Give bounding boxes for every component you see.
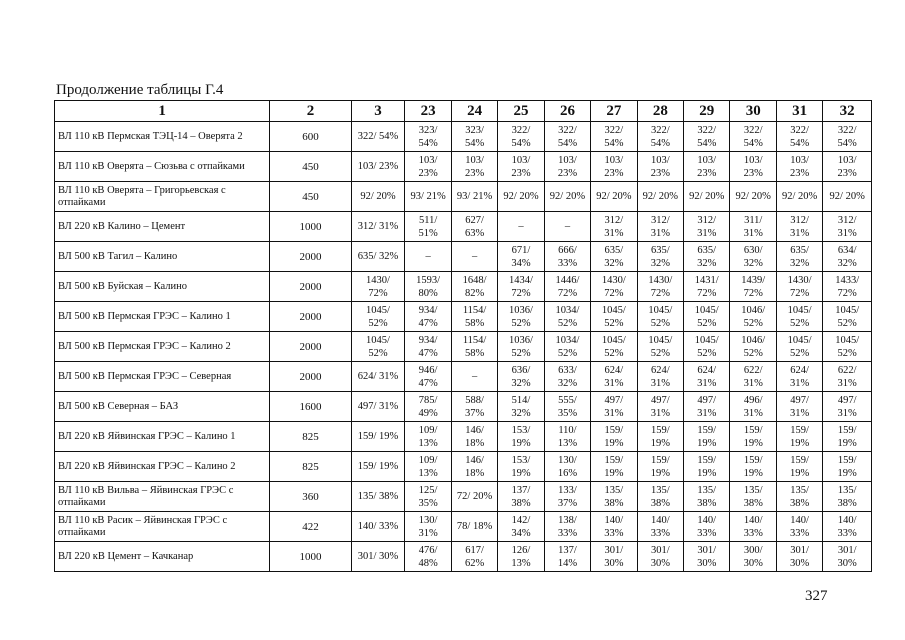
load-value-cell: 138/ 33% (544, 512, 590, 542)
capacity-cell: 2000 (270, 272, 351, 302)
load-value-cell: 300/ 30% (730, 542, 776, 572)
load-value-cell: 103/ 23% (730, 152, 776, 182)
table-row (55, 212, 872, 242)
load-value-cell: 140/ 33% (637, 512, 683, 542)
load-value-cell: – (451, 242, 497, 272)
line-name-cell: ВЛ 500 кВ Буйская – Калино (55, 272, 270, 302)
load-value-cell: 109/ 13% (405, 452, 451, 482)
line-name-cell: ВЛ 220 кВ Калино – Цемент (55, 212, 270, 242)
line-name-cell: ВЛ 500 кВ Пермская ГРЭС – Северная (55, 362, 270, 392)
load-value-cell: 133/ 37% (544, 482, 590, 512)
column-header: 24 (451, 101, 497, 122)
table-row (55, 422, 872, 452)
load-value-cell: 1045/ 52% (591, 332, 637, 362)
load-value-cell: 1593/ 80% (405, 272, 451, 302)
load-value-cell: 159/ 19% (730, 452, 776, 482)
load-value-cell: 93/ 21% (405, 182, 451, 212)
header-row (55, 101, 872, 122)
load-value-cell: 92/ 20% (730, 182, 776, 212)
load-value-cell: 135/ 38% (684, 482, 730, 512)
load-value-cell: 159/ 19% (591, 422, 637, 452)
line-name-cell: ВЛ 220 кВ Яйвинская ГРЭС – Калино 2 (55, 452, 270, 482)
load-value-cell: 497/ 31% (823, 392, 872, 422)
load-value-cell: 635/ 32% (591, 242, 637, 272)
load-value-cell: 140/ 33% (684, 512, 730, 542)
load-value-cell: 666/ 33% (544, 242, 590, 272)
load-value-cell: 497/ 31% (684, 392, 730, 422)
load-value-cell: 159/ 19% (684, 422, 730, 452)
load-value-cell: 312/ 31% (351, 212, 405, 242)
load-value-cell: 159/ 19% (637, 422, 683, 452)
load-value-cell: 785/ 49% (405, 392, 451, 422)
column-header: 1 (55, 101, 270, 122)
line-name-cell: ВЛ 220 кВ Цемент – Качканар (55, 542, 270, 572)
load-value-cell: 322/ 54% (637, 122, 683, 152)
load-value-cell: 1045/ 52% (637, 332, 683, 362)
load-value-cell: 1046/ 52% (730, 302, 776, 332)
column-header: 3 (351, 101, 405, 122)
column-header: 27 (591, 101, 637, 122)
load-value-cell: 1045/ 52% (351, 302, 405, 332)
capacity-cell: 1000 (270, 212, 351, 242)
load-value-cell: 159/ 19% (823, 422, 872, 452)
load-value-cell: 140/ 33% (730, 512, 776, 542)
capacity-cell: 600 (270, 122, 351, 152)
capacity-cell: 450 (270, 182, 351, 212)
load-value-cell: 92/ 20% (776, 182, 822, 212)
load-value-cell: 322/ 54% (351, 122, 405, 152)
load-value-cell: 312/ 31% (823, 212, 872, 242)
load-value-cell: 301/ 30% (637, 542, 683, 572)
load-value-cell: 1430/ 72% (637, 272, 683, 302)
load-value-cell: 1154/ 58% (451, 332, 497, 362)
load-value-cell: 1045/ 52% (684, 302, 730, 332)
load-value-cell: 934/ 47% (405, 332, 451, 362)
load-value-cell: 1430/ 72% (776, 272, 822, 302)
table-row (55, 332, 872, 362)
load-value-cell: 103/ 23% (637, 152, 683, 182)
load-value-cell: 135/ 38% (591, 482, 637, 512)
capacity-cell: 422 (270, 512, 351, 542)
column-header: 2 (270, 101, 351, 122)
load-value-cell: 142/ 34% (498, 512, 544, 542)
load-value-cell: 135/ 38% (637, 482, 683, 512)
load-value-cell: 322/ 54% (498, 122, 544, 152)
load-value-cell: 125/ 35% (405, 482, 451, 512)
load-value-cell: 103/ 23% (823, 152, 872, 182)
load-value-cell: 78/ 18% (451, 512, 497, 542)
column-header: 25 (498, 101, 544, 122)
line-name-cell: ВЛ 220 кВ Яйвинская ГРЭС – Калино 1 (55, 422, 270, 452)
load-value-cell: 159/ 19% (776, 422, 822, 452)
load-value-cell: 159/ 19% (730, 422, 776, 452)
capacity-cell: 2000 (270, 242, 351, 272)
capacity-cell: 2000 (270, 332, 351, 362)
load-value-cell: 137/ 14% (544, 542, 590, 572)
load-value-cell: 103/ 23% (684, 152, 730, 182)
load-value-cell: 1648/ 82% (451, 272, 497, 302)
load-value-cell: 135/ 38% (351, 482, 405, 512)
load-value-cell: 622/ 31% (730, 362, 776, 392)
load-value-cell: 636/ 32% (498, 362, 544, 392)
load-value-cell: 1446/ 72% (544, 272, 590, 302)
load-value-cell: 140/ 33% (776, 512, 822, 542)
load-value-cell: 1045/ 52% (684, 332, 730, 362)
load-value-cell: 497/ 31% (776, 392, 822, 422)
load-value-cell: 92/ 20% (591, 182, 637, 212)
load-value-cell: 588/ 37% (451, 392, 497, 422)
load-value-cell: 103/ 23% (591, 152, 637, 182)
load-value-cell: 153/ 19% (498, 452, 544, 482)
load-value-cell: 497/ 31% (591, 392, 637, 422)
load-value-cell: 301/ 30% (351, 542, 405, 572)
table-row (55, 182, 872, 212)
column-header: 30 (730, 101, 776, 122)
load-value-cell: 103/ 23% (351, 152, 405, 182)
capacity-cell: 825 (270, 452, 351, 482)
line-name-cell: ВЛ 110 кВ Вильва – Яйвинская ГРЭС с отпайками (55, 482, 270, 512)
load-value-cell: 622/ 31% (823, 362, 872, 392)
load-value-cell: 635/ 32% (776, 242, 822, 272)
table-caption: Продолжение таблицы Г.4 (56, 82, 224, 98)
load-value-cell: – (405, 242, 451, 272)
load-value-cell: 135/ 38% (730, 482, 776, 512)
load-value-cell: 322/ 54% (684, 122, 730, 152)
line-name-cell: ВЛ 500 кВ Пермская ГРЭС – Калино 2 (55, 332, 270, 362)
load-value-cell: 159/ 19% (684, 452, 730, 482)
load-value-cell: 126/ 13% (498, 542, 544, 572)
load-value-cell: 635/ 32% (684, 242, 730, 272)
load-value-cell: 634/ 32% (823, 242, 872, 272)
table-row (55, 272, 872, 302)
table-row (55, 542, 872, 572)
column-header: 29 (684, 101, 730, 122)
load-value-cell: 312/ 31% (637, 212, 683, 242)
load-value-cell: 140/ 33% (591, 512, 637, 542)
load-value-cell: 159/ 19% (823, 452, 872, 482)
load-value-cell: 555/ 35% (544, 392, 590, 422)
load-value-cell: 1045/ 52% (351, 332, 405, 362)
load-value-cell: 301/ 30% (591, 542, 637, 572)
load-value-cell: 617/ 62% (451, 542, 497, 572)
table-row (55, 512, 872, 542)
load-value-cell: 93/ 21% (451, 182, 497, 212)
load-value-cell: 624/ 31% (351, 362, 405, 392)
load-value-cell: 322/ 54% (544, 122, 590, 152)
load-value-cell: 1431/ 72% (684, 272, 730, 302)
table-row (55, 482, 872, 512)
load-value-cell: 1046/ 52% (730, 332, 776, 362)
load-value-cell: 323/ 54% (451, 122, 497, 152)
load-value-cell: 130/ 16% (544, 452, 590, 482)
capacity-cell: 450 (270, 152, 351, 182)
load-value-cell: 72/ 20% (451, 482, 497, 512)
data-table (54, 100, 872, 572)
load-value-cell: 624/ 31% (637, 362, 683, 392)
column-header: 32 (823, 101, 872, 122)
load-value-cell: 92/ 20% (637, 182, 683, 212)
load-value-cell: 624/ 31% (776, 362, 822, 392)
load-value-cell: 140/ 33% (351, 512, 405, 542)
load-value-cell: 322/ 54% (730, 122, 776, 152)
table-row (55, 242, 872, 272)
line-name-cell: ВЛ 110 кВ Расик – Яйвинская ГРЭС с отпайками (55, 512, 270, 542)
line-name-cell: ВЛ 500 кВ Пермская ГРЭС – Калино 1 (55, 302, 270, 332)
load-value-cell: 1036/ 52% (498, 332, 544, 362)
load-value-cell: 103/ 23% (451, 152, 497, 182)
load-value-cell: 322/ 54% (591, 122, 637, 152)
load-value-cell: 627/ 63% (451, 212, 497, 242)
load-value-cell: 159/ 19% (351, 452, 405, 482)
load-value-cell: 103/ 23% (776, 152, 822, 182)
load-value-cell: 1045/ 52% (823, 332, 872, 362)
load-value-cell: 1430/ 72% (591, 272, 637, 302)
table-row (55, 392, 872, 422)
load-value-cell: 476/ 48% (405, 542, 451, 572)
load-value-cell: 1045/ 52% (776, 302, 822, 332)
load-value-cell: 140/ 33% (823, 512, 872, 542)
load-value-cell: 1045/ 52% (823, 302, 872, 332)
load-value-cell: 1045/ 52% (591, 302, 637, 332)
load-value-cell: 311/ 31% (730, 212, 776, 242)
table-row (55, 152, 872, 182)
capacity-cell: 2000 (270, 302, 351, 332)
load-value-cell: 146/ 18% (451, 422, 497, 452)
load-value-cell: 109/ 13% (405, 422, 451, 452)
capacity-cell: 1000 (270, 542, 351, 572)
load-value-cell: 497/ 31% (351, 392, 405, 422)
load-value-cell: 1434/ 72% (498, 272, 544, 302)
load-value-cell: 323/ 54% (405, 122, 451, 152)
load-value-cell: 1433/ 72% (823, 272, 872, 302)
table-row (55, 302, 872, 332)
load-value-cell: 635/ 32% (351, 242, 405, 272)
line-name-cell: ВЛ 110 кВ Оверята – Григорьевская с отпайками (55, 182, 270, 212)
load-value-cell: 633/ 32% (544, 362, 590, 392)
load-value-cell: 159/ 19% (591, 452, 637, 482)
load-value-cell: 1045/ 52% (637, 302, 683, 332)
load-value-cell: 322/ 54% (776, 122, 822, 152)
load-value-cell: 301/ 30% (776, 542, 822, 572)
load-value-cell: 312/ 31% (591, 212, 637, 242)
load-value-cell: 159/ 19% (637, 452, 683, 482)
load-value-cell: 103/ 23% (405, 152, 451, 182)
load-value-cell: 514/ 32% (498, 392, 544, 422)
load-value-cell: – (544, 212, 590, 242)
load-value-cell: 159/ 19% (351, 422, 405, 452)
page-number: 327 (805, 588, 828, 604)
load-value-cell: 624/ 31% (684, 362, 730, 392)
load-value-cell: 1430/ 72% (351, 272, 405, 302)
load-value-cell: 934/ 47% (405, 302, 451, 332)
table-row (55, 122, 872, 152)
load-value-cell: 511/ 51% (405, 212, 451, 242)
load-value-cell: 1036/ 52% (498, 302, 544, 332)
capacity-cell: 1600 (270, 392, 351, 422)
column-header: 28 (637, 101, 683, 122)
load-value-cell: 92/ 20% (684, 182, 730, 212)
load-value-cell: 146/ 18% (451, 452, 497, 482)
load-value-cell: 496/ 31% (730, 392, 776, 422)
table-row (55, 362, 872, 392)
load-value-cell: 1154/ 58% (451, 302, 497, 332)
load-value-cell: 135/ 38% (776, 482, 822, 512)
load-value-cell: 130/ 31% (405, 512, 451, 542)
load-value-cell: 301/ 30% (684, 542, 730, 572)
load-value-cell: 312/ 31% (684, 212, 730, 242)
load-value-cell: 312/ 31% (776, 212, 822, 242)
column-header: 26 (544, 101, 590, 122)
capacity-cell: 825 (270, 422, 351, 452)
load-value-cell: 137/ 38% (498, 482, 544, 512)
load-value-cell: 1439/ 72% (730, 272, 776, 302)
load-value-cell: 671/ 34% (498, 242, 544, 272)
load-value-cell: 301/ 30% (823, 542, 872, 572)
table-row (55, 452, 872, 482)
load-value-cell: 1034/ 52% (544, 302, 590, 332)
load-value-cell: 497/ 31% (637, 392, 683, 422)
line-name-cell: ВЛ 110 кВ Оверята – Сюзьва с отпайками (55, 152, 270, 182)
load-value-cell: – (451, 362, 497, 392)
load-value-cell: 624/ 31% (591, 362, 637, 392)
load-value-cell: 159/ 19% (776, 452, 822, 482)
load-value-cell: 103/ 23% (544, 152, 590, 182)
capacity-cell: 2000 (270, 362, 351, 392)
line-name-cell: ВЛ 110 кВ Пермская ТЭЦ-14 – Оверята 2 (55, 122, 270, 152)
load-value-cell: 1034/ 52% (544, 332, 590, 362)
load-value-cell: 92/ 20% (498, 182, 544, 212)
load-value-cell: – (498, 212, 544, 242)
load-value-cell: 322/ 54% (823, 122, 872, 152)
load-value-cell: 103/ 23% (498, 152, 544, 182)
load-value-cell: 135/ 38% (823, 482, 872, 512)
column-header: 23 (405, 101, 451, 122)
line-name-cell: ВЛ 500 кВ Северная – БАЗ (55, 392, 270, 422)
load-value-cell: 153/ 19% (498, 422, 544, 452)
load-value-cell: 92/ 20% (823, 182, 872, 212)
line-name-cell: ВЛ 500 кВ Тагил – Калино (55, 242, 270, 272)
load-value-cell: 110/ 13% (544, 422, 590, 452)
load-value-cell: 946/ 47% (405, 362, 451, 392)
load-value-cell: 635/ 32% (637, 242, 683, 272)
load-value-cell: 92/ 20% (544, 182, 590, 212)
load-value-cell: 92/ 20% (351, 182, 405, 212)
load-value-cell: 630/ 32% (730, 242, 776, 272)
capacity-cell: 360 (270, 482, 351, 512)
column-header: 31 (776, 101, 822, 122)
load-value-cell: 1045/ 52% (776, 332, 822, 362)
